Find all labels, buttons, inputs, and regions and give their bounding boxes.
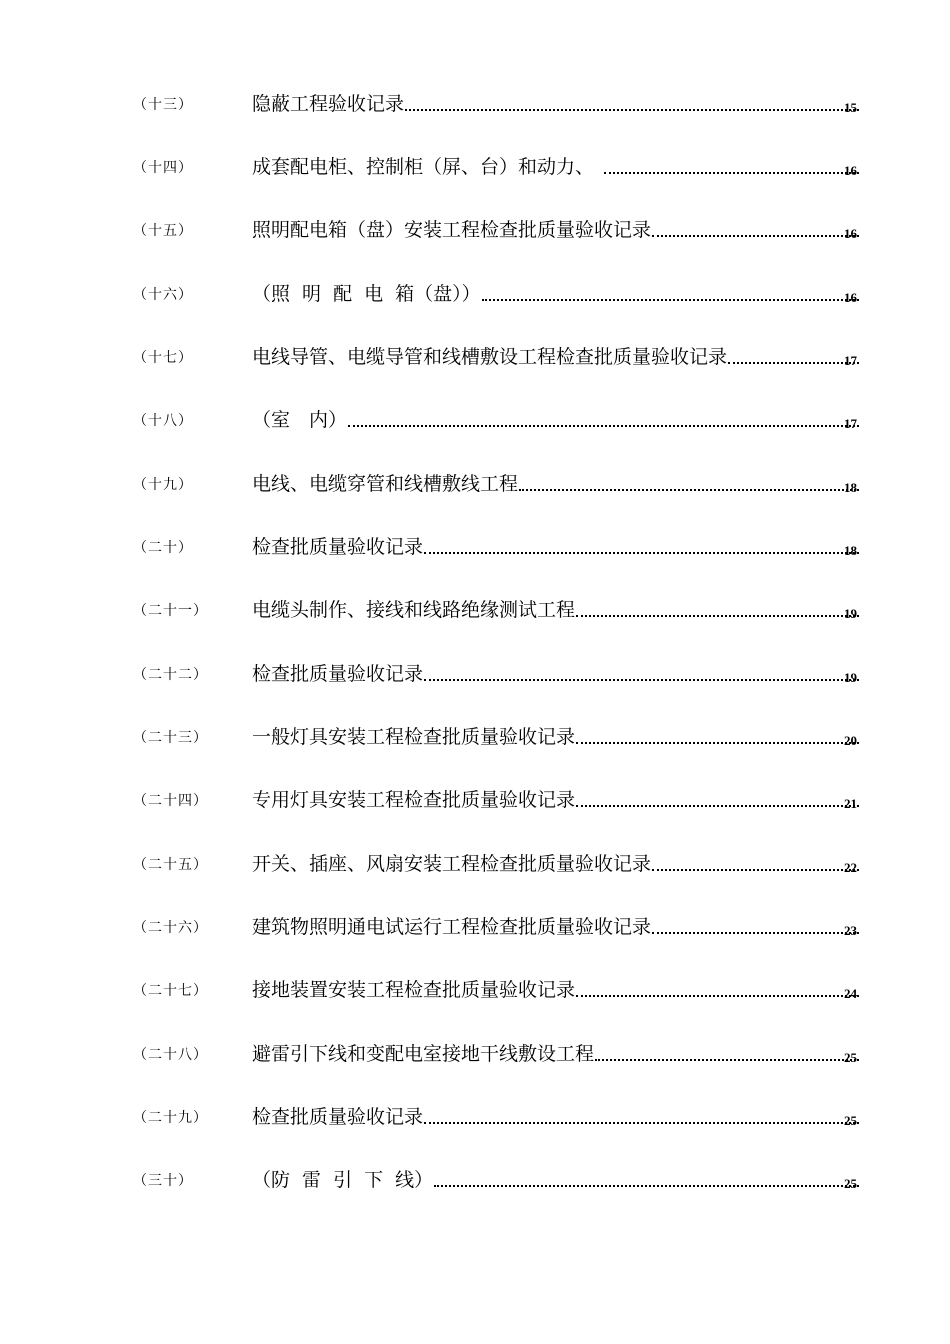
- dot-leader: [652, 869, 859, 871]
- toc-row[interactable]: [0, 533, 950, 563]
- dot-leader: [405, 109, 859, 111]
- toc-page-number: 19: [844, 606, 857, 621]
- toc-page-number: 16: [844, 226, 857, 241]
- dot-leader: [652, 932, 859, 934]
- toc-page-number: 17: [844, 416, 857, 431]
- toc-row[interactable]: [0, 406, 950, 436]
- toc-number: （十四）: [133, 160, 193, 176]
- toc-title[interactable]: 避雷引下线和变配电室接地干线敷设工程: [252, 1043, 595, 1065]
- toc-row[interactable]: [0, 1166, 950, 1196]
- toc-number: （二十九）: [133, 1110, 208, 1126]
- toc-number: （十五）: [133, 223, 193, 239]
- toc-title[interactable]: （室 内）: [252, 409, 348, 431]
- toc-number: （十七）: [133, 350, 193, 366]
- toc-number: （二十六）: [133, 920, 208, 936]
- toc-title[interactable]: 电缆头制作、接线和线路绝缘测试工程: [252, 599, 576, 621]
- toc-title[interactable]: 成套配电柜、控制柜（屏、台）和动力、: [252, 156, 595, 178]
- toc-title[interactable]: 一般灯具安装工程检查批质量验收记录: [252, 726, 576, 748]
- toc-page-number: 19: [844, 670, 857, 685]
- toc-page-number: 21: [844, 796, 857, 811]
- toc-page-number: 24: [844, 986, 857, 1001]
- toc-page-number: 18: [844, 543, 857, 558]
- toc-entry: [252, 1105, 860, 1129]
- toc-number: （十九）: [133, 477, 193, 493]
- toc-row[interactable]: [0, 596, 950, 626]
- toc-entry: [252, 408, 860, 432]
- toc-number: （二十七）: [133, 983, 208, 999]
- dot-leader: [519, 489, 859, 491]
- toc-entry: [252, 598, 860, 622]
- toc-page-number: 20: [844, 733, 857, 748]
- toc-title[interactable]: （照 明 配 电 箱（盘））: [252, 283, 481, 305]
- toc-page-number: 25: [844, 1113, 857, 1128]
- toc-row[interactable]: [0, 723, 950, 753]
- toc-title[interactable]: 检查批质量验收记录: [252, 663, 424, 685]
- toc-row[interactable]: [0, 343, 950, 373]
- toc-number: （二十三）: [133, 730, 208, 746]
- toc-number: （二十四）: [133, 793, 208, 809]
- toc-row[interactable]: [0, 280, 950, 310]
- toc-entry: [252, 788, 860, 812]
- toc-entry: [252, 218, 860, 242]
- toc-title[interactable]: 接地装置安装工程检查批质量验收记录: [252, 979, 576, 1001]
- toc-entry: [252, 155, 860, 179]
- toc-title[interactable]: 电线导管、电缆导管和线槽敷设工程检查批质量验收记录: [252, 346, 728, 368]
- toc-title[interactable]: 检查批质量验收记录: [252, 1106, 424, 1128]
- toc-row[interactable]: [0, 1040, 950, 1070]
- toc-title[interactable]: 电线、电缆穿管和线槽敷线工程: [252, 473, 519, 495]
- toc-page-number: 16: [844, 163, 857, 178]
- dot-leader: [576, 805, 859, 807]
- dot-leader: [424, 552, 859, 554]
- toc-row[interactable]: [0, 90, 950, 120]
- toc-page-number: 22: [844, 860, 857, 875]
- toc-entry: [252, 725, 860, 749]
- toc-number: （十六）: [133, 287, 193, 303]
- toc-entry: [252, 345, 860, 369]
- toc-page-number: 17: [844, 353, 857, 368]
- dot-leader: [434, 1185, 859, 1187]
- toc-row[interactable]: [0, 786, 950, 816]
- toc-entry: [252, 92, 860, 116]
- toc-page-number: 15: [844, 100, 857, 115]
- toc-row[interactable]: [0, 976, 950, 1006]
- dot-leader: [482, 299, 859, 301]
- toc-row[interactable]: [0, 660, 950, 690]
- dot-leader: [728, 362, 859, 364]
- toc-page-number: 25: [844, 1050, 857, 1065]
- toc-title[interactable]: 建筑物照明通电试运行工程检查批质量验收记录: [252, 916, 652, 938]
- toc-entry: [252, 662, 860, 686]
- toc-number: （二十五）: [133, 857, 208, 873]
- toc-number: （二十一）: [133, 603, 208, 619]
- dot-leader: [595, 1059, 859, 1061]
- toc-title[interactable]: 检查批质量验收记录: [252, 536, 424, 558]
- dot-leader: [576, 742, 859, 744]
- dot-leader: [652, 235, 859, 237]
- toc-entry: [252, 472, 860, 496]
- toc-entry: [252, 1168, 860, 1192]
- toc-page-number: 16: [844, 290, 857, 305]
- toc-entry: [252, 915, 860, 939]
- toc-number: （二十八）: [133, 1047, 208, 1063]
- dot-leader: [424, 679, 859, 681]
- toc-title[interactable]: 专用灯具安装工程检查批质量验收记录: [252, 789, 576, 811]
- toc-number: （三十）: [133, 1173, 193, 1189]
- toc-page-number: 18: [844, 480, 857, 495]
- dot-leader: [576, 995, 859, 997]
- toc-row[interactable]: [0, 913, 950, 943]
- toc-entry: [252, 978, 860, 1002]
- toc-number: （十八）: [133, 413, 193, 429]
- toc-number: （十三）: [133, 97, 193, 113]
- dot-leader: [348, 425, 859, 427]
- toc-page-number: 23: [844, 923, 857, 938]
- toc-entry: [252, 852, 860, 876]
- toc-row[interactable]: [0, 470, 950, 500]
- toc-title[interactable]: （防 雷 引 下 线）: [252, 1169, 434, 1191]
- dot-leader: [424, 1122, 859, 1124]
- toc-entry: [252, 535, 860, 559]
- toc-row[interactable]: [0, 216, 950, 246]
- toc-number: （二十）: [133, 540, 193, 556]
- toc-title[interactable]: 开关、插座、风扇安装工程检查批质量验收记录: [252, 853, 652, 875]
- toc-number: （二十二）: [133, 667, 208, 683]
- toc-title[interactable]: 照明配电箱（盘）安装工程检查批质量验收记录: [252, 219, 652, 241]
- toc-row[interactable]: [0, 850, 950, 880]
- toc-row[interactable]: [0, 1103, 950, 1133]
- toc-title[interactable]: 隐蔽工程验收记录: [252, 93, 405, 115]
- toc-entry: [252, 282, 860, 306]
- dot-leader: [576, 615, 859, 617]
- toc-row[interactable]: [0, 153, 950, 183]
- dot-leader: [604, 172, 859, 174]
- toc-entry: [252, 1042, 860, 1066]
- toc-page-number: 25: [844, 1176, 857, 1191]
